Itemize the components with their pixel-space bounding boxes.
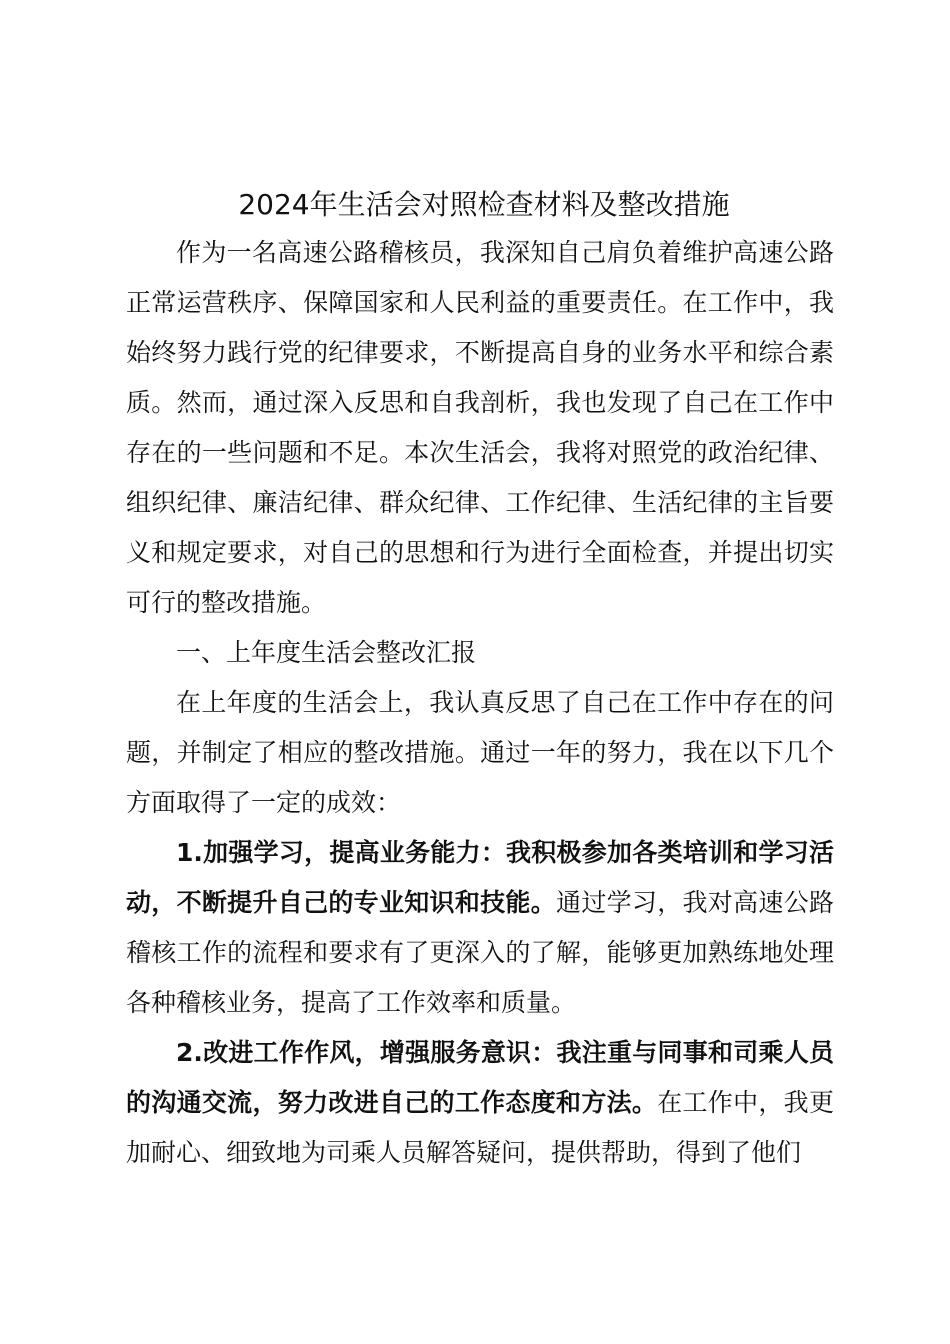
section1-intro-paragraph: 在上年度的生活会上，我认真反思了自己在工作中存在的问题，并制定了相应的整改措施。通过一年的努力，我在以下几个方面取得了一定的成效： <box>126 688 834 817</box>
item-1-paragraph <box>126 828 834 1028</box>
item-2-body-text: 在工作中，我更加耐心、细致地为司乘人员解答疑问，提供帮助，得到了他们 <box>126 1088 834 1167</box>
section-heading-1: 一、上年度生活会整改汇报 <box>176 638 477 667</box>
document-title: 2024年生活会对照检查材料及整改措施 <box>238 188 730 221</box>
item-1-body-text: 通过学习，我对高速公路稽核工作的流程和要求有了更深入的了解，能够更加熟练地处理各种稽核业务，提高了工作效率和质量。 <box>126 888 834 1017</box>
item-2-paragraph <box>126 1028 834 1178</box>
document-page <box>126 182 834 1178</box>
intro-paragraph: 作为一名高速公路稽核员，我深知自己肩负着维护高速公路正常运营秩序、保障国家和人民利益的重要责任。在工作中，我始终努力践行党的纪律要求，不断提高自身的业务水平和综合素质。然而，通过深入反思和自我剖析，我也发现了自己在工作中存在的一些问题和不足。本次生活会，我将对照党的政治纪律、组织纪律、廉洁纪律、群众纪律、工作纪律、生活纪律的主旨要义和规定要求，对自己的思想和行为进行全面检查，并提出切实可行的整改措施。 <box>126 238 834 617</box>
item-2-bold-text: 2.改进工作作风，增强服务意识：我注重与同事和司乘人员的沟通交流，努力改进自己的工作态度和方法。 <box>126 1038 834 1117</box>
item-1-bold-text: 1.加强学习，提高业务能力：我积极参加各类培训和学习活动，不断提升自己的专业知识和技能。 <box>126 838 834 917</box>
